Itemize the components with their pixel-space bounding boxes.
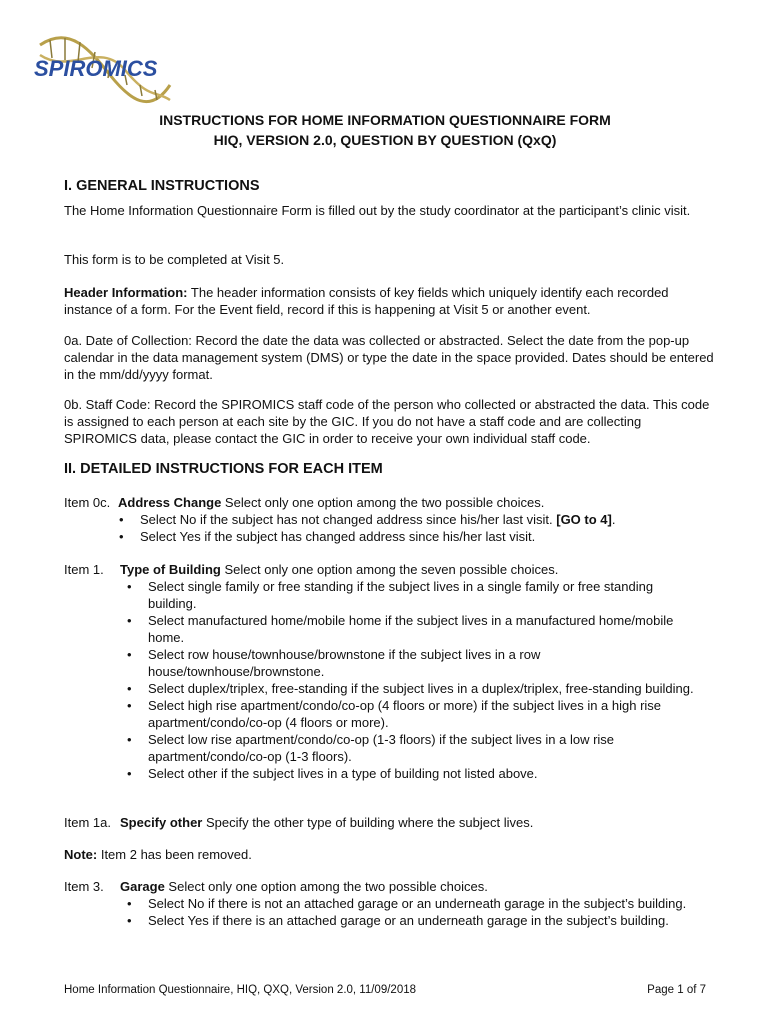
note-text: Item 2 has been removed.	[97, 847, 252, 862]
list-item: • Select manufactured home/mobile home if the subject lives in a manufactured home/mobile home.	[120, 612, 700, 646]
header-info-text: The header information consists of key fields which uniquely identify each recorded instance of a form. For the Event field, record if this is happening at Visit 5 or another event.	[64, 285, 669, 317]
footer-document-info: Home Information Questionnaire, HIQ, QXQ, Version 2.0, 11/09/2018	[64, 984, 417, 996]
list-item: • Select low rise apartment/condo/co-op (1-3 floors) if the subject lives in a low rise apartment/condo/co-op (1-3 floors).	[120, 731, 700, 765]
document-title-line2: HIQ, VERSION 2.0, QUESTION BY QUESTION (QxQ)	[213, 132, 557, 148]
item-0c-label	[64, 494, 110, 511]
item-text: Select only one option among the two possible choices.	[221, 495, 545, 510]
list-item	[112, 528, 718, 545]
item-3-label: Item 3.	[64, 879, 104, 894]
item-1-label: Item 1.	[64, 562, 104, 577]
list-item: • Select high rise apartment/condo/co-op (4 floors or more) if the subject lives in a high rise apartment/condo/co-op (4 floors or more).	[120, 697, 700, 731]
item-1-body	[120, 561, 720, 782]
item-title: Address Change	[118, 495, 222, 510]
section-heading-detailed: II. DETAILED INSTRUCTIONS FOR EACH ITEM	[64, 461, 383, 477]
paragraph-staff-code: 0b. Staff Code: Record the SPIROMICS staff code of the person who collected or abstracted the data. This code is assigned to each person at each site by the GIC. If you do not have a staff code and are collecting SPIROMICS data, please contact the GIC in order to receive your own individual staff code.	[64, 397, 710, 446]
note-label: Note:	[64, 847, 98, 862]
item-1a-body	[120, 814, 720, 831]
list-item: • Select single family or free standing if the subject lives in a single family or free standing building.	[120, 578, 700, 612]
dna-helix-icon	[30, 30, 175, 110]
item-text: Select only one option among the seven possible choices.	[220, 562, 559, 577]
goto-instruction: [GO to 4]	[556, 512, 612, 527]
item-text: Specify the other type of building where the subject lives.	[202, 815, 534, 830]
logo-text: SPIROMICS	[34, 56, 158, 81]
list-item: • Select No if there is not an attached garage or an underneath garage in the subject’s building.	[120, 895, 720, 912]
section-heading-general: I. GENERAL INSTRUCTIONS	[64, 178, 260, 194]
paragraph-date-of-collection: 0a. Date of Collection: Record the date the data was collected or abstracted. Select the date from the pop-up calendar in the data management system (DMS) or type the date in the space provided. Dates should be entered in the mm/dd/yyyy format.	[64, 333, 714, 382]
list-item: • Select row house/townhouse/brownstone if the subject lives in a row house/townhouse/brownstone.	[120, 646, 700, 680]
footer-page-number: Page 1 of 7	[647, 984, 706, 996]
list-item: • Select duplex/triplex, free-standing if the subject lives in a duplex/triplex, free-standing building.	[120, 680, 700, 697]
bullet-text: Select No if the subject has not changed address since his/her last visit.	[140, 512, 557, 527]
list-item: • Select Yes if there is an attached garage or an underneath garage in the subject’s building.	[120, 912, 720, 929]
item-title: Specify other	[120, 815, 203, 830]
item-3-body	[120, 878, 720, 929]
paragraph-intro: The Home Information Questionnaire Form is filled out by the study coordinator at the participant’s clinic visit.	[64, 203, 691, 218]
list-item	[112, 511, 718, 528]
paragraph-visit: This form is to be completed at Visit 5.	[64, 252, 285, 267]
bullet-end: .	[611, 512, 616, 527]
item-text: Select only one option among the two possible choices.	[164, 879, 488, 894]
note	[64, 846, 252, 863]
item-title: Type of Building	[120, 562, 221, 577]
list-item: • Select other if the subject lives in a type of building not listed above.	[120, 765, 700, 782]
header-info-label: Header Information:	[64, 285, 188, 300]
paragraph-header-info	[64, 284, 714, 318]
spiromics-logo	[30, 30, 175, 110]
bullet-text: Select Yes if the subject has changed address since his/her last visit.	[140, 529, 536, 544]
item-1a-label: Item 1a.	[64, 815, 111, 830]
item-0c-body	[118, 494, 718, 545]
document-title-line1: INSTRUCTIONS FOR HOME INFORMATION QUESTIONNAIRE FORM	[159, 112, 611, 128]
item-label: Item 0c.	[64, 495, 111, 510]
item-title: Garage	[120, 879, 165, 894]
